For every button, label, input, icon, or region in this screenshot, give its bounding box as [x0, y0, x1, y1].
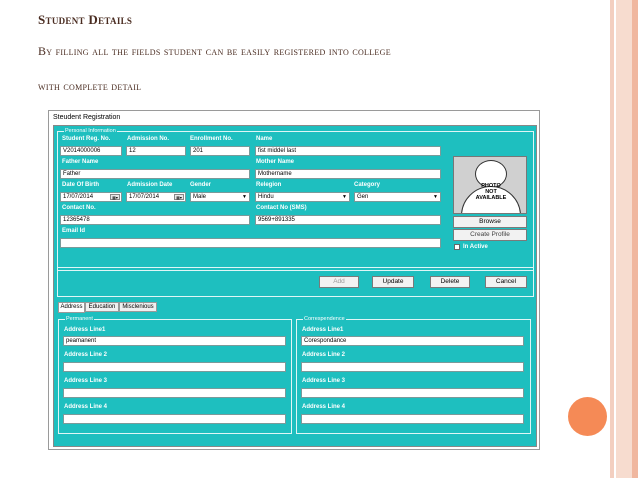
student-reg-no-input[interactable]: V2014000006: [60, 146, 122, 156]
correspondence-address-line-4-input[interactable]: [301, 414, 524, 424]
calendar-icon[interactable]: ▦▾: [174, 194, 184, 200]
permanent-address-line-2-input[interactable]: [63, 362, 286, 372]
group-legend: Correspendence: [304, 316, 345, 322]
permanent-address-line-3-label: Address Line 3: [64, 378, 108, 384]
correspondence-address-line-3-label: Address Line 3: [302, 378, 346, 384]
calendar-icon[interactable]: ▦▾: [110, 194, 120, 200]
permanent-address-line-1-input[interactable]: peamanent: [63, 336, 286, 346]
permanent-address-line-4-label: Address Line 4: [64, 404, 108, 410]
tab-education[interactable]: Education: [85, 302, 119, 312]
correspondence-address-line-1-input[interactable]: Corespondance: [301, 336, 524, 346]
category-label: Category: [354, 182, 381, 188]
email-input[interactable]: [60, 238, 441, 248]
religion-select[interactable]: Hindu ▼: [255, 192, 350, 202]
admission-date-value: 17/07/2014: [129, 194, 160, 200]
photo-not-available-text: PHOTO NOT AVAILABLE: [475, 183, 507, 201]
religion-label: Relegion: [256, 182, 282, 188]
father-name-input[interactable]: Father: [60, 169, 250, 179]
correspondence-address-line-2-label: Address Line 2: [302, 352, 346, 358]
student-reg-no-label: Student Reg. No.: [62, 136, 111, 142]
contact-no-sms-label: Contact No (SMS): [256, 205, 307, 211]
name-input[interactable]: fist middel last: [255, 146, 441, 156]
update-button[interactable]: Update: [372, 276, 414, 288]
slide-text-line-1: By filling all the fields student can be easily registered into college: [38, 44, 391, 58]
in-active-checkbox[interactable]: [454, 244, 460, 250]
permanent-address-line-2-label: Address Line 2: [64, 352, 108, 358]
correspondence-address-line-3-input[interactable]: [301, 388, 524, 398]
mother-name-input[interactable]: Mothername: [255, 169, 441, 179]
slide-decoration-bar: [610, 0, 614, 478]
father-name-label: Father Name: [62, 159, 99, 165]
mother-name-label: Mother Name: [256, 159, 295, 165]
name-label: Name: [256, 136, 273, 142]
contact-no-label: Contact No.: [62, 205, 96, 211]
create-profile-button[interactable]: Create Profile: [453, 229, 527, 241]
permanent-address-line-3-input[interactable]: [63, 388, 286, 398]
tab-misclenious[interactable]: Misclenious: [119, 302, 157, 312]
gender-select[interactable]: Male ▼: [190, 192, 250, 202]
enrollment-no-input[interactable]: 201: [190, 146, 250, 156]
dob-label: Date Of Birth: [62, 182, 100, 188]
delete-button[interactable]: Delete: [430, 276, 470, 288]
admission-no-label: Admission No.: [127, 136, 170, 142]
correspondence-address-line-4-label: Address Line 4: [302, 404, 346, 410]
admission-date-picker[interactable]: [126, 192, 186, 202]
admission-no-input[interactable]: 12: [126, 146, 186, 156]
admission-date-label: Admission Date: [127, 182, 173, 188]
in-active-label: In Active: [463, 244, 488, 250]
form-panel: [53, 125, 537, 447]
correspondence-address-line-1-label: Address Line1: [302, 327, 344, 333]
window-title: Steudent Registration: [53, 114, 121, 121]
group-legend: Permanent: [66, 316, 93, 322]
slide-decoration-circle: [568, 397, 607, 436]
photo-placeholder: [453, 156, 527, 214]
slide-decoration-bar: [632, 0, 638, 478]
contact-no-sms-input[interactable]: 9569+891335: [255, 215, 441, 225]
student-registration-window: [48, 110, 540, 450]
tab-address[interactable]: Address: [58, 302, 85, 313]
enrollment-no-label: Enrollment No.: [190, 136, 233, 142]
cancel-button[interactable]: Cancel: [485, 276, 527, 288]
group-legend: Personal Information: [65, 128, 116, 134]
slide-text-line-2: with complete detail: [38, 79, 142, 93]
category-select[interactable]: Gen ▼: [354, 192, 441, 202]
correspondence-address-line-2-input[interactable]: [301, 362, 524, 372]
dob-value: 17/07/2014: [63, 194, 94, 200]
dob-date-picker[interactable]: [60, 192, 122, 202]
email-label: Email Id: [62, 228, 86, 234]
permanent-address-line-1-label: Address Line1: [64, 327, 106, 333]
permanent-address-line-4-input[interactable]: [63, 414, 286, 424]
slide-title: Student Details: [38, 12, 133, 27]
browse-button[interactable]: Browse: [453, 216, 527, 228]
add-button[interactable]: Add: [319, 276, 359, 288]
contact-no-input[interactable]: 12365478: [60, 215, 250, 225]
gender-label: Gender: [190, 182, 212, 188]
